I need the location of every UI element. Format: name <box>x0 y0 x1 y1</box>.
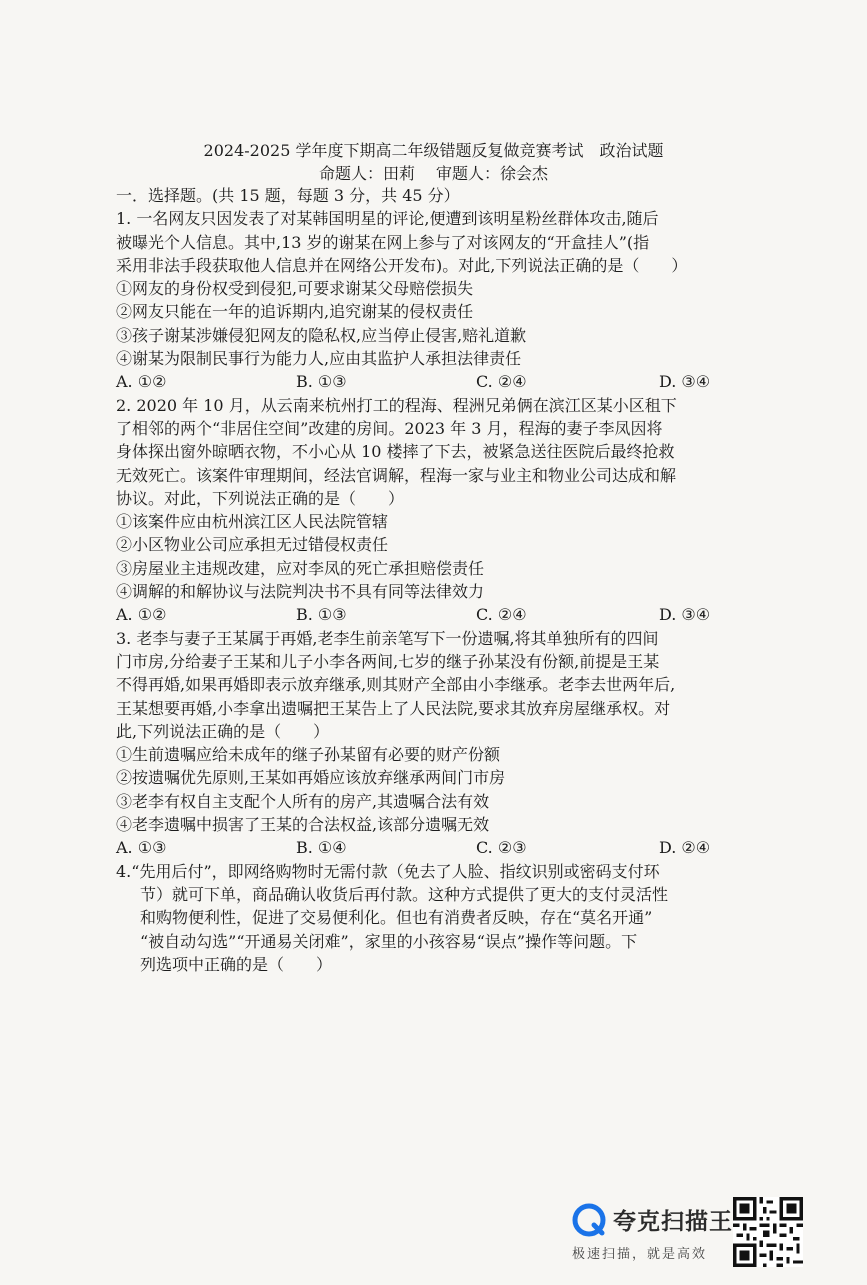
option-b: B. ①③ <box>296 605 347 625</box>
quark-logo-icon <box>572 1203 606 1237</box>
statement-line: ④老李遗嘱中损害了王某的合法权益,该部分遗嘱无效 <box>116 815 490 835</box>
question-2 <box>116 394 756 627</box>
question-line: 列选项中正确的是（ ） <box>140 954 333 974</box>
scanner-watermark <box>568 1195 858 1275</box>
question-line: 协议。对此，下列说法正确的是（ ） <box>116 488 405 508</box>
qr-code-icon <box>733 1197 803 1267</box>
question-line: 和购物便利性，促进了交易便利化。但也有消费者反映，存在“莫名开通” <box>140 908 653 928</box>
exam-authors: 命题人：田莉 审题人：徐会杰 <box>318 164 549 183</box>
statement-line: ④调解的和解协议与法院判决书不具有同等法律效力 <box>116 582 485 602</box>
question-line: 不得再婚,如果再婚即表示放弃继承,则其财产全部由小李继承。老李去世两年后, <box>116 675 676 695</box>
statement-line: ②网友只能在一年的追诉期内,追究谢某的侵权责任 <box>116 302 474 322</box>
statement-line: ③孩子谢某涉嫌侵犯网友的隐私权,应当停止侵害,赔礼道歉 <box>116 325 527 345</box>
question-line: 王某想要再婚,小李拿出遗嘱把王某告上了人民法院,要求其放弃房屋继承权。对 <box>116 698 671 718</box>
question-line: 被曝光个人信息。其中,13 岁的谢某在网上参与了对该网友的“开盒挂人”(指 <box>116 232 650 252</box>
statement-line: ②小区物业公司应承担无过错侵权责任 <box>116 535 389 555</box>
question-3 <box>116 627 756 860</box>
exam-content <box>116 184 756 976</box>
option-a: A. ①② <box>116 605 167 625</box>
question-line: 3. 老李与妻子王某属于再婚,老李生前亲笔写下一份遗嘱,将其单独所有的四间 <box>116 628 659 648</box>
question-line: 了相邻的两个“非居住空间”改建的房间。2023 年 3 月，程海的妻子李凤因将 <box>116 418 663 438</box>
option-c: C. ②③ <box>476 838 527 858</box>
question-line: 此,下列说法正确的是（ ） <box>116 721 330 741</box>
option-a: A. ①③ <box>116 838 167 858</box>
statement-line: ①网友的身份权受到侵犯,可要求谢某父母赔偿损失 <box>116 279 474 299</box>
question-1 <box>116 207 756 393</box>
brand-slogan: 极速扫描，就是高效 <box>572 1247 708 1262</box>
statement-line: ③房屋业主违规改建，应对李凤的死亡承担赔偿责任 <box>116 558 485 578</box>
option-d: D. ③④ <box>659 372 711 392</box>
question-line: 无效死亡。该案件审理期间，经法官调解，程海一家与业主和物业公司达成和解 <box>116 465 677 485</box>
question-line: 节）就可下单，商品确认收货后再付款。这种方式提供了更大的支付灵活性 <box>140 884 669 904</box>
option-d: D. ②④ <box>659 838 711 858</box>
exam-title: 2024-2025 学年度下期高二年级错题反复做竞赛考试 政治试题 <box>203 141 664 160</box>
question-line: 1. 一名网友只因发表了对某韩国明星的评论,便遭到该明星粉丝群体攻击,随后 <box>116 209 659 229</box>
option-c: C. ②④ <box>476 605 527 625</box>
option-d: D. ③④ <box>659 605 711 625</box>
question-line: 采用非法手段获取他人信息并在网络公开发布)。对此,下列说法正确的是（ ） <box>116 255 688 275</box>
answer-options <box>116 836 756 859</box>
question-line: 4.“先用后付”，即网络购物时无需付款（免去了人脸、指纹识别或密码支付环 <box>116 861 660 881</box>
section-heading: 一．选择题。(共 15 题，每题 3 分，共 45 分） <box>116 186 460 205</box>
option-b: B. ①③ <box>296 372 347 392</box>
brand-name: 夸克扫描王 <box>613 1209 733 1235</box>
option-b: B. ①④ <box>296 838 347 858</box>
statement-line: ①生前遗嘱应给未成年的继子孙某留有必要的财产份额 <box>116 745 501 765</box>
question-line: 身体探出窗外晾晒衣物，不小心从 10 楼摔了下去，被紧急送往医院后最终抢救 <box>116 442 675 462</box>
question-line: “被自动勾选”“开通易关闭难”，家里的小孩容易“误点”操作等问题。下 <box>140 931 638 951</box>
answer-options <box>116 603 756 626</box>
answer-options <box>116 370 756 393</box>
statement-line: ③老李有权自主支配个人所有的房产,其遗嘱合法有效 <box>116 791 490 811</box>
option-c: C. ②④ <box>476 372 527 392</box>
statement-line: ①该案件应由杭州滨江区人民法院管辖 <box>116 512 389 532</box>
question-4 <box>116 860 756 976</box>
statement-line: ②按遗嘱优先原则,王某如再婚应该放弃继承两间门市房 <box>116 768 506 788</box>
option-a: A. ①② <box>116 372 167 392</box>
statement-line: ④谢某为限制民事行为能力人,应由其监护人承担法律责任 <box>116 349 522 369</box>
question-line: 门市房,分给妻子王某和儿子小李各两间,七岁的继子孙某没有份额,前提是王某 <box>116 651 660 671</box>
question-line: 2. 2020 年 10 月，从云南来杭州打工的程海、程洲兄弟俩在滨江区某小区租下 <box>116 395 677 415</box>
